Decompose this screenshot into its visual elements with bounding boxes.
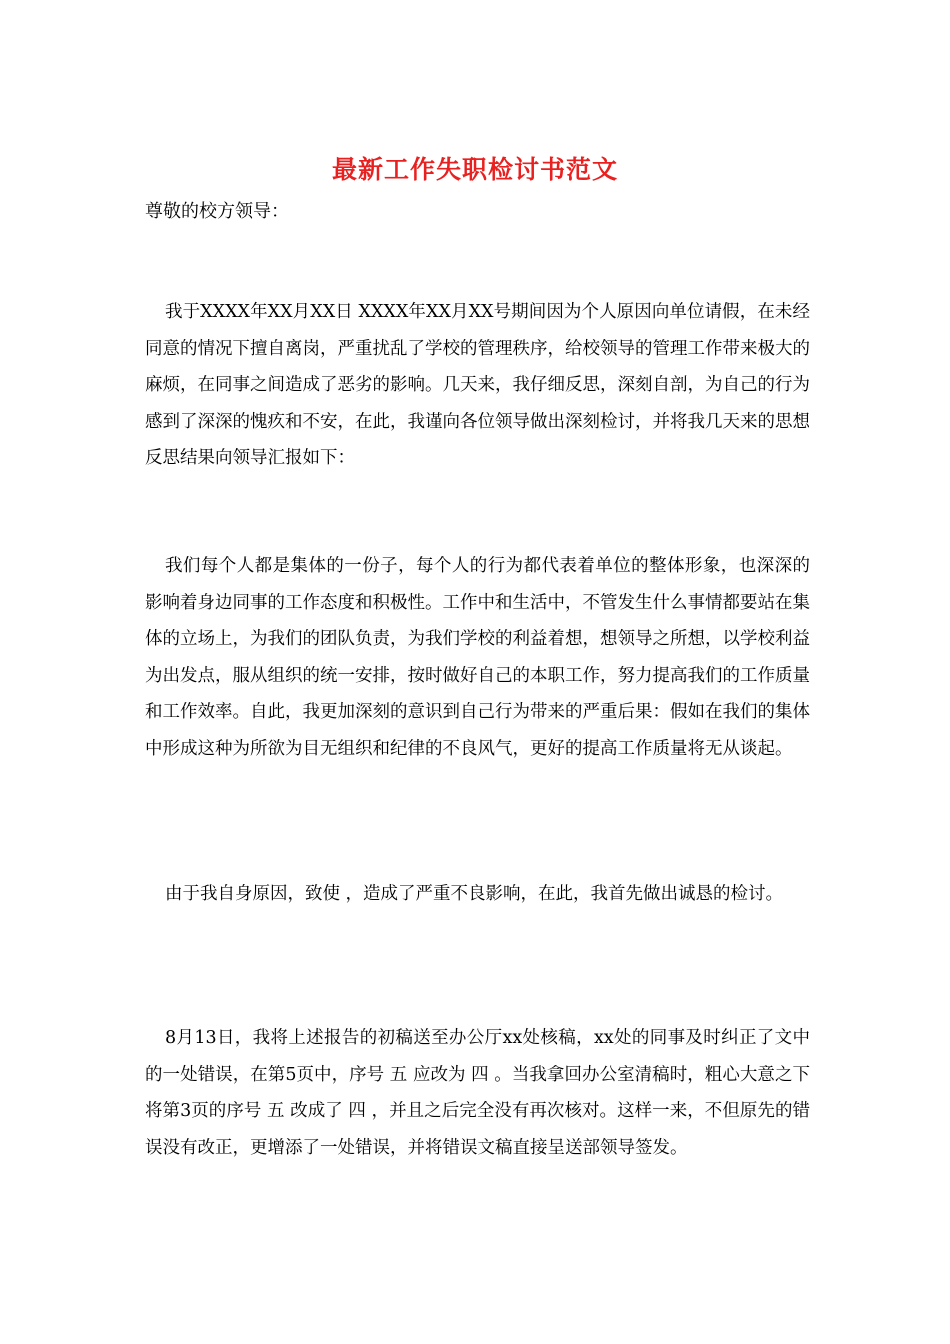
paragraph-3: 由于我自身原因，致使 ，造成了严重不良影响，在此，我首先做出诚恳的检讨。 xyxy=(165,884,784,904)
paragraph-1: 我于XXXX年XX月XX日 XXXX年XX月XX号期间因为个人原因向单位请假，在未经同意的情况下擅自离岗，严重扰乱了学校的管理秩序，给校领导的管理工作带来极大的麻烦，在同事之间造成了恶劣的影响。几天来，我仔细反思，深刻自剖，为自己的行为感到了深深的愧疚和不安，在此，我谨向各位领导做出深刻检讨，并将我几天来的思想反思结果向领导汇报如下： xyxy=(145,302,810,468)
paragraph-4: 8月13日，我将上述报告的初稿送至办公厅xx处核稿，xx处的同事及时纠正了文中的一处错误，在第5页中，序号 五 应改为 四 。当我拿回办公室清稿时，粗心大意之下将第3页的序号 五 改成了 四 ，并且之后完全没有再次核对。这样一来，不但原先的错误没有改正，更增添了一处错误，并将错误文稿直接呈送部领导签发。 xyxy=(145,1028,810,1158)
paragraph-2: 我们每个人都是集体的一份子，每个人的行为都代表着单位的整体形象，也深深的影响着身边同事的工作态度和积极性。工作中和生活中，不管发生什么事情都要站在集体的立场上，为我们的团队负责，为我们学校的利益着想，想领导之所想，以学校利益为出发点，服从组织的统一安排，按时做好自己的本职工作，努力提高我们的工作质量和工作效率。自此，我更加深刻的意识到自己行为带来的严重后果：假如在我们的集体中形成这种为所欲为目无组织和纪律的不良风气，更好的提高工作质量将无从谈起。 xyxy=(145,556,810,759)
salutation: 尊敬的校方领导： xyxy=(145,201,289,222)
document-title: 最新工作失职检讨书范文 xyxy=(331,155,618,184)
